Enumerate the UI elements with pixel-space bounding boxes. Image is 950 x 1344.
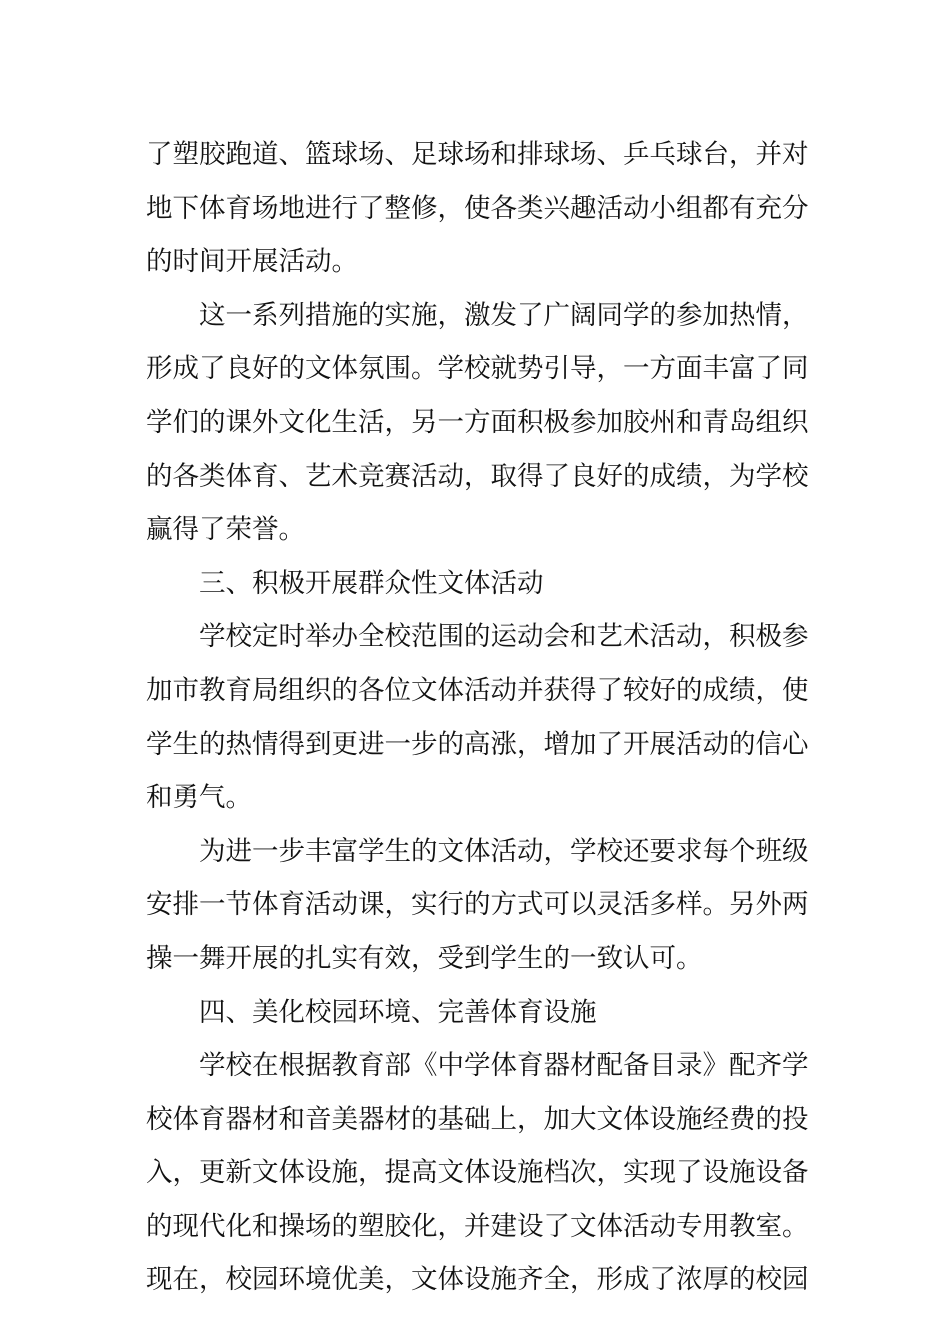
paragraph-first-line: 为进一步丰富学生的文体活动，学校还要求每个班级 — [199, 835, 809, 867]
text-line: 赢得了荣誉。 — [146, 514, 305, 546]
text-line: 形成了良好的文体氛围。学校就势引导，一方面丰富了同 — [146, 353, 809, 385]
paragraph-first-line: 四、美化校园环境、完善体育设施 — [199, 996, 597, 1028]
text-line: 学们的课外文化生活，另一方面积极参加胶州和青岛组织 — [146, 406, 809, 438]
text-line: 入，更新文体设施，提高文体设施档次，实现了设施设备 — [146, 1157, 809, 1189]
document-body — [146, 128, 809, 1307]
text-line: 校体育器材和音美器材的基础上，加大文体设施经费的投 — [146, 1103, 809, 1135]
text-line: 安排一节体育活动课，实行的方式可以灵活多样。另外两 — [146, 889, 809, 921]
text-line: 现在，校园环境优美，文体设施齐全，形成了浓厚的校园 — [146, 1264, 809, 1296]
text-line: 加市教育局组织的各位文体活动并获得了较好的成绩，使 — [146, 674, 809, 706]
text-line: 和勇气。 — [146, 782, 252, 814]
paragraph-first-line: 三、积极开展群众性文体活动 — [199, 567, 544, 599]
paragraph-first-line: 学校在根据教育部《中学体育器材配备目录》配齐学 — [199, 1050, 809, 1082]
text-line: 地下体育场地进行了整修，使各类兴趣活动小组都有充分 — [146, 192, 809, 224]
text-line: 的现代化和操场的塑胶化，并建设了文体活动专用教室。 — [146, 1210, 809, 1242]
text-line: 的时间开展活动。 — [146, 246, 358, 278]
paragraph-first-line: 学校定时举办全校范围的运动会和艺术活动，积极参 — [199, 621, 809, 653]
text-line: 的各类体育、艺术竞赛活动，取得了良好的成绩，为学校 — [146, 460, 809, 492]
text-line: 操一舞开展的扎实有效，受到学生的一致认可。 — [146, 942, 703, 974]
text-line: 学生的热情得到更进一步的高涨，增加了开展活动的信心 — [146, 728, 809, 760]
paragraph-first-line: 这一系列措施的实施，激发了广阔同学的参加热情， — [199, 299, 809, 331]
text-line: 了塑胶跑道、篮球场、足球场和排球场、乒乓球台，并对 — [146, 139, 809, 170]
